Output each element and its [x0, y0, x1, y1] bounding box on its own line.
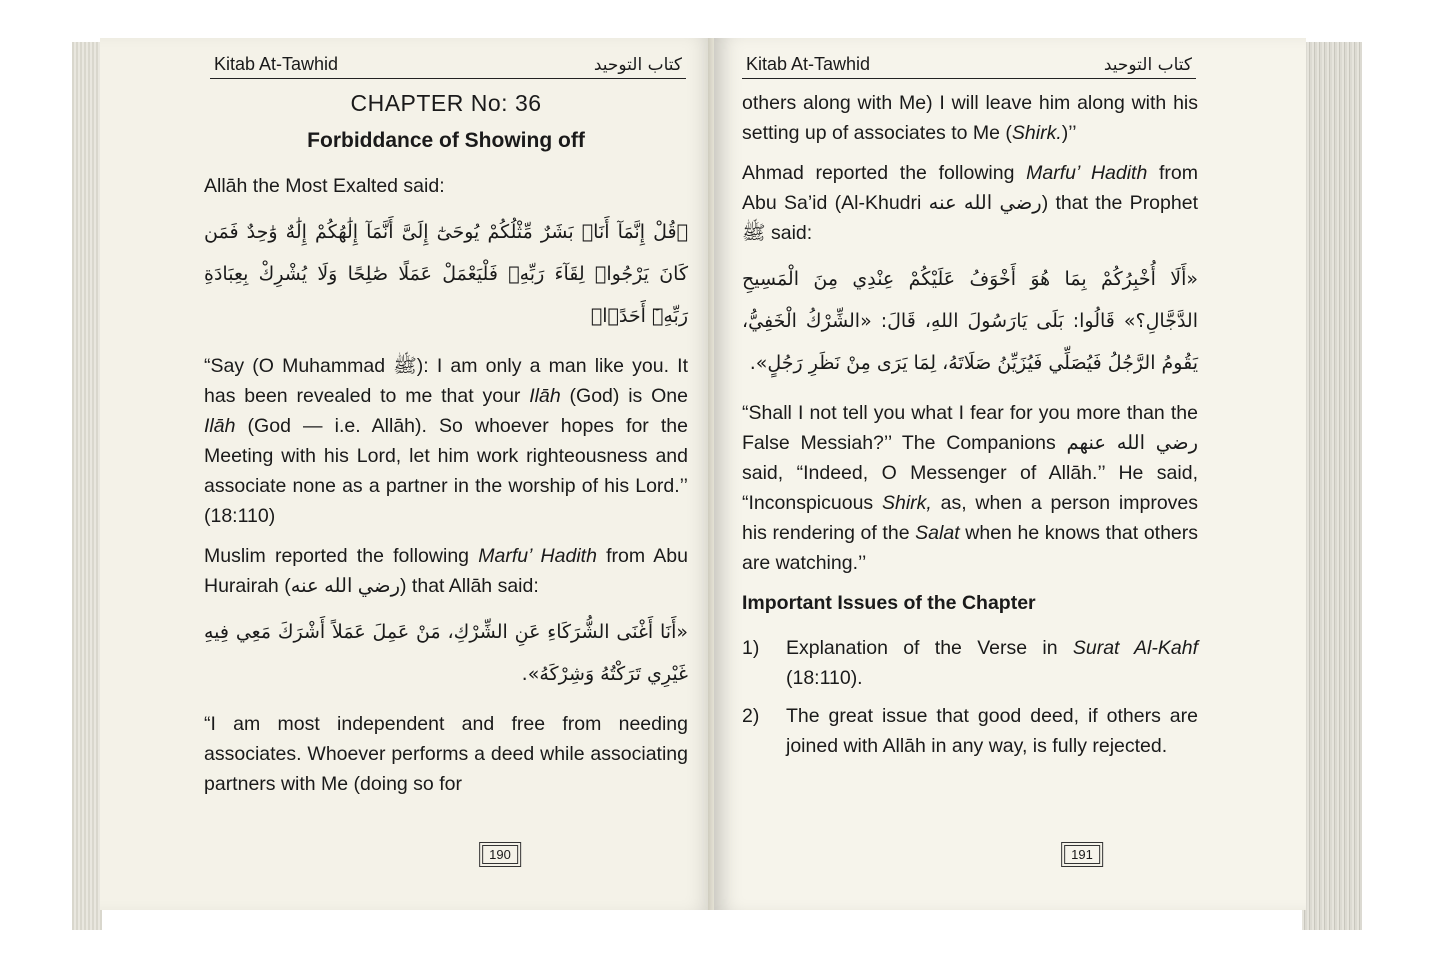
hadith-translation: “Shall I not tell you what I fear for you more than the False Messiah?’’ The Companions رضي الله عنهم said, “Indeed, O Messenger of Allāh.’’ He said, “Inconspicuous Shirk, as, when a person improves his rendering of the Salat when he knows that others are watching.’’: [742, 402, 1199, 574]
hadith-translation: “I am most independent and free from needing associates. Whoever performs a deed while associating partners with Me (doing so for: [204, 713, 688, 795]
issues-heading: Important Issues of the Chapter: [742, 592, 1036, 614]
left-page-content: [204, 90, 688, 809]
issues-list: [742, 633, 1198, 761]
left-page: [100, 38, 714, 910]
right-page: [714, 38, 1306, 910]
chapter-title: Forbiddance of Showing off: [307, 129, 585, 152]
chapter-number: CHAPTER No: 36: [350, 90, 542, 116]
list-item: 2) The great issue that good deed, if others are joined with Allāh in any way, is fully rejected.: [742, 705, 1198, 757]
right-running-header: [742, 52, 1196, 79]
left-running-header: [210, 52, 686, 79]
right-page-content: [742, 88, 1198, 769]
page-number: 191: [1064, 845, 1100, 864]
header-title-en: Kitab At-Tawhid: [746, 54, 871, 74]
ahmad-report: Ahmad reported the following Marfu’ Hadith from Abu Sa’id (Al-Khudri رضي الله عنه) that the Prophet ﷺ said:: [742, 162, 1198, 244]
header-title-en: Kitab At-Tawhid: [214, 54, 339, 74]
quran-verse-arabic: ﴿قُلْ إِنَّمَآ أَنَا۠ بَشَرٌ مِّثْلُكُمْ يُوحَىٰٓ إِلَىَّ أَنَّمَآ إِلَٰهُكُمْ إِلَٰهٌ وَٰحِدٌ فَمَن كَانَ يَرْجُوا۟ لِقَآءَ رَبِّهِۦ فَلْيَعْمَلْ عَمَلًا صَٰلِحًا وَلَا يُشْرِكْ بِعِبَادَةِ رَبِّهِۦٓ أَحَدًۢا﴾: [204, 221, 688, 327]
page-number: 190: [482, 845, 518, 864]
page-edges-right: [1302, 42, 1362, 930]
continued-translation: others along with Me) I will leave him along with his setting up of associates to Me (Shirk.)’’: [742, 92, 1198, 144]
list-item: 1) Explanation of the Verse in Surat Al-Kahf (18:110).: [742, 637, 1198, 689]
verse-translation: “Say (O Muhammad ﷺ): I am only a man like you. It has been revealed to me that your Ilāh (God) is One Ilāh (God — i.e. Allāh). So whoever hopes for the Meeting with his Lord, let him work righteousness and associate none as a partner in the worship of his Lord.’’ (18:110): [204, 355, 688, 527]
hadith-arabic: «أَنَا أَغْنَى الشُّرَكَاءِ عَنِ الشِّرْكِ، مَنْ عَمِلَ عَمَلاً أَشْرَكَ مَعِي فِيهِ غَيْرِي تَرَكْتُهُ وَشِرْكَهُ».: [204, 621, 688, 685]
muslim-report: Muslim reported the following Marfu’ Hadith from Abu Hurairah (رضي الله عنه) that Allāh said:: [204, 545, 688, 597]
intro-line: Allāh the Most Exalted said:: [204, 175, 445, 197]
header-title-ar: كتاب التوحيد: [1103, 55, 1192, 75]
hadith-arabic: «أَلَا أُخْبِرُكُمْ بِمَا هُوَ أَخْوَفُ عَلَيْكُمْ عِنْدِي مِنَ الْمَسِيحِ الدَّجَّالِ؟» قَالُوا: بَلَى يَارَسُولَ اللهِ، قَالَ: «الشِّرْكُ الْخَفِيُّ، يَقُومُ الرَّجُلُ فَيُصَلِّي فَيُزَيِّنُ صَلَاتَهُ، لِمَا يَرَى مِنْ نَظَرِ رَجُلٍ».: [742, 268, 1198, 374]
open-book: [72, 30, 1362, 930]
page-edges-left: [72, 42, 102, 930]
header-title-ar: كتاب التوحيد: [593, 55, 682, 75]
